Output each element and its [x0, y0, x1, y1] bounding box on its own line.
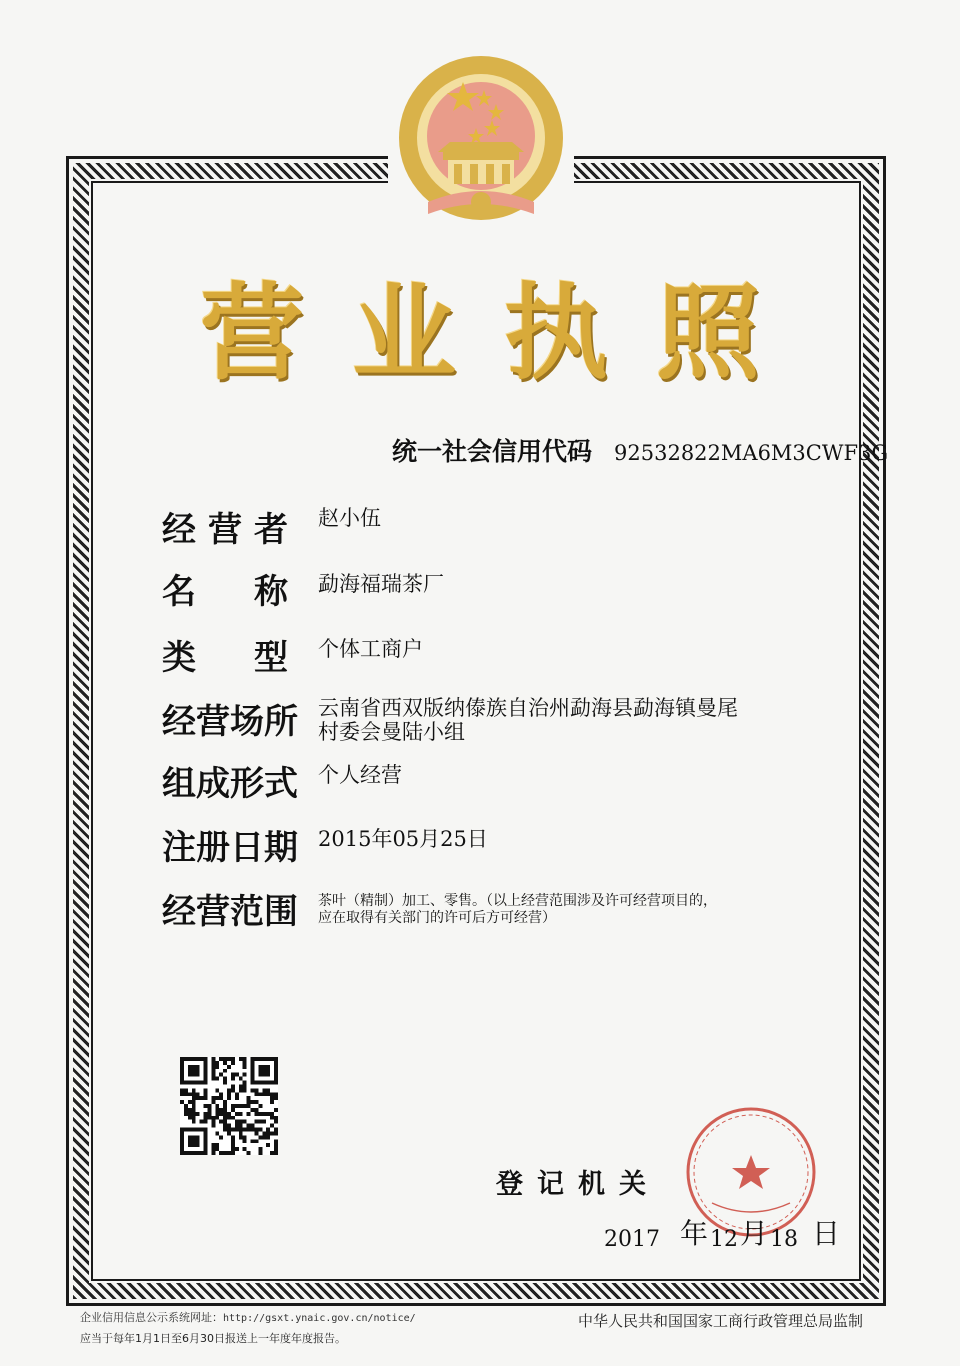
issue-day: 18 — [770, 1227, 799, 1252]
scope-line-2: 应在取得有关部门的许可后方可经营） — [318, 910, 556, 926]
footer-website-line — [80, 1309, 416, 1325]
form-label: 组成形式 — [162, 764, 298, 804]
document-title — [200, 268, 760, 398]
issue-day-unit: 日 — [812, 1217, 841, 1250]
address-line-2: 村委会曼陆小组 — [318, 720, 465, 744]
issue-year-unit: 年 — [680, 1217, 709, 1250]
name-label: 名 称 — [162, 572, 288, 612]
footer-report-notice: 应当于每年1月1日至6月30日报送上一年度年度报告。 — [80, 1332, 346, 1345]
reg-date-label: 注册日期 — [162, 828, 298, 868]
credit-code-row — [392, 432, 888, 468]
issue-month-unit: 月 — [740, 1217, 769, 1250]
address-label: 经营场所 — [162, 702, 298, 742]
form-value: 个人经营 — [318, 763, 402, 787]
type-label: 类 型 — [162, 638, 288, 678]
credit-code-label: 统一社会信用代码 — [392, 437, 593, 466]
type-value: 个体工商户 — [318, 637, 423, 661]
name-value: 勐海福瑞茶厂 — [318, 572, 444, 596]
title-char-4: 照 — [655, 271, 760, 394]
address-line-1: 云南省西双版纳傣族自治州勐海县勐海镇曼尾 — [318, 696, 738, 720]
address-value — [318, 696, 738, 744]
registration-authority-label: 登记机关 — [496, 1169, 660, 1200]
operator-label: 经 营 者 — [162, 510, 288, 550]
title-char-3: 执 — [503, 271, 608, 394]
credit-code-value: 92532822MA6M3CWF3G — [614, 441, 889, 465]
title-char-1: 营 — [200, 271, 305, 394]
operator-value: 赵小伍 — [318, 506, 381, 530]
qr-code-icon — [180, 1057, 278, 1155]
issue-year: 2017 — [604, 1227, 660, 1252]
footer-issuer: 中华人民共和国国家工商行政管理总局监制 — [578, 1312, 864, 1330]
scope-value — [318, 893, 788, 927]
footer-website-prefix: 企业信用信息公示系统网址： — [80, 1311, 223, 1324]
national-emblem-icon — [388, 52, 574, 238]
reg-date-value: 2015年05月25日 — [318, 827, 488, 851]
footer-website-url[interactable]: http://gsxt.ynaic.gov.cn/notice/ — [223, 1313, 416, 1324]
scope-line-1: 茶叶（精制）加工、零售。（以上经营范围涉及许可经营项目的， — [318, 893, 717, 909]
scope-label: 经营范围 — [162, 892, 298, 932]
issue-date — [604, 1212, 842, 1252]
title-char-2: 业 — [351, 271, 456, 394]
issue-month: 12 — [710, 1227, 739, 1252]
